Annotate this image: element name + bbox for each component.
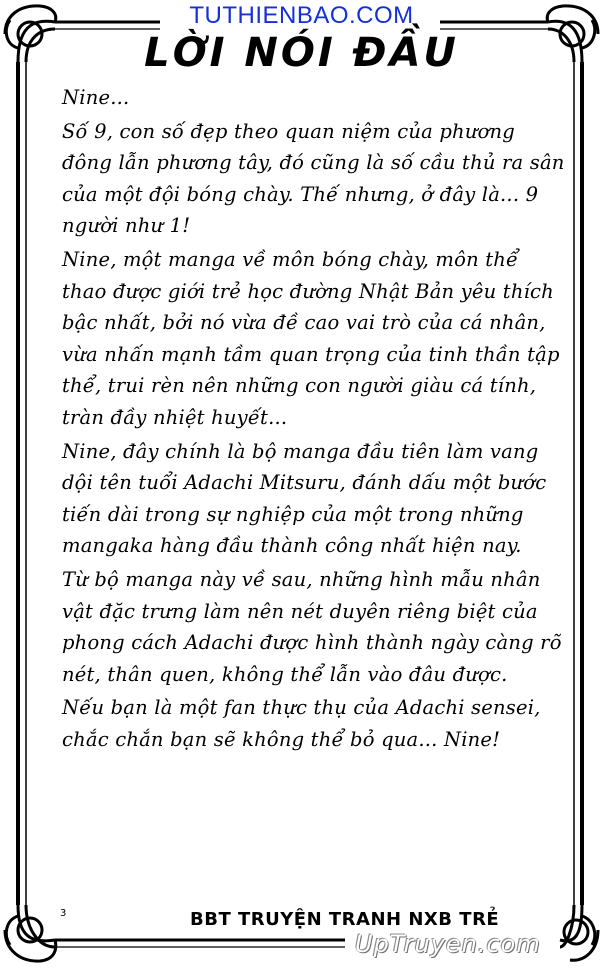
watermark-text: UpTruyen.com	[355, 930, 541, 958]
paragraph-2: Số 9, con số đẹp theo quan niệm của phương đông lẫn phương tây, đó cũng là số cầu thủ ra sân của một đội bóng chày. Thế nhưng, ở đây là... 9 người như 1!	[62, 119, 565, 238]
page-title: LỜI NÓI ĐẦU	[144, 30, 459, 76]
paragraph-5: Từ bộ manga này về sau, những hình mẫu nhân vật đặc trưng làm nên nét duyên riêng biệt của phong cách Adachi được hình thành ngày càng rõ nét, thân quen, không thể lẫn vào đâu được.	[62, 567, 562, 686]
editorial-credit: BBT TRUYỆN TRANH NXB TRẺ	[190, 909, 500, 930]
paragraph-1: Nine...	[62, 86, 130, 109]
site-url-header: TUTHIENBAO.COM	[189, 2, 414, 29]
paragraph-6: Nếu bạn là một fan thực thụ của Adachi sensei, chắc chắn bạn sẽ không thể bỏ qua... Nine!	[62, 696, 541, 751]
foreword-body	[62, 82, 567, 757]
paragraph-4: Nine, đây chính là bộ manga đầu tiên làm vang dội tên tuổi Adachi Mitsuru, đánh dấu một bước tiến dài trong sự nghiệp của một trong những mangaka hàng đầu thành công nhất hiện nay.	[62, 439, 547, 558]
page-number: 3	[60, 908, 67, 919]
paragraph-3: Nine, một manga về môn bóng chày, môn thể thao được giới trẻ học đường Nhật Bản yêu thích bậc nhất, bởi nó vừa đề cao vai trò của cá nhân, vừa nhấn mạnh tầm quan trọng của tinh thần tập thể, trui rèn nên những con người giàu cá tính, tràn đầy nhiệt huyết...	[62, 247, 560, 429]
